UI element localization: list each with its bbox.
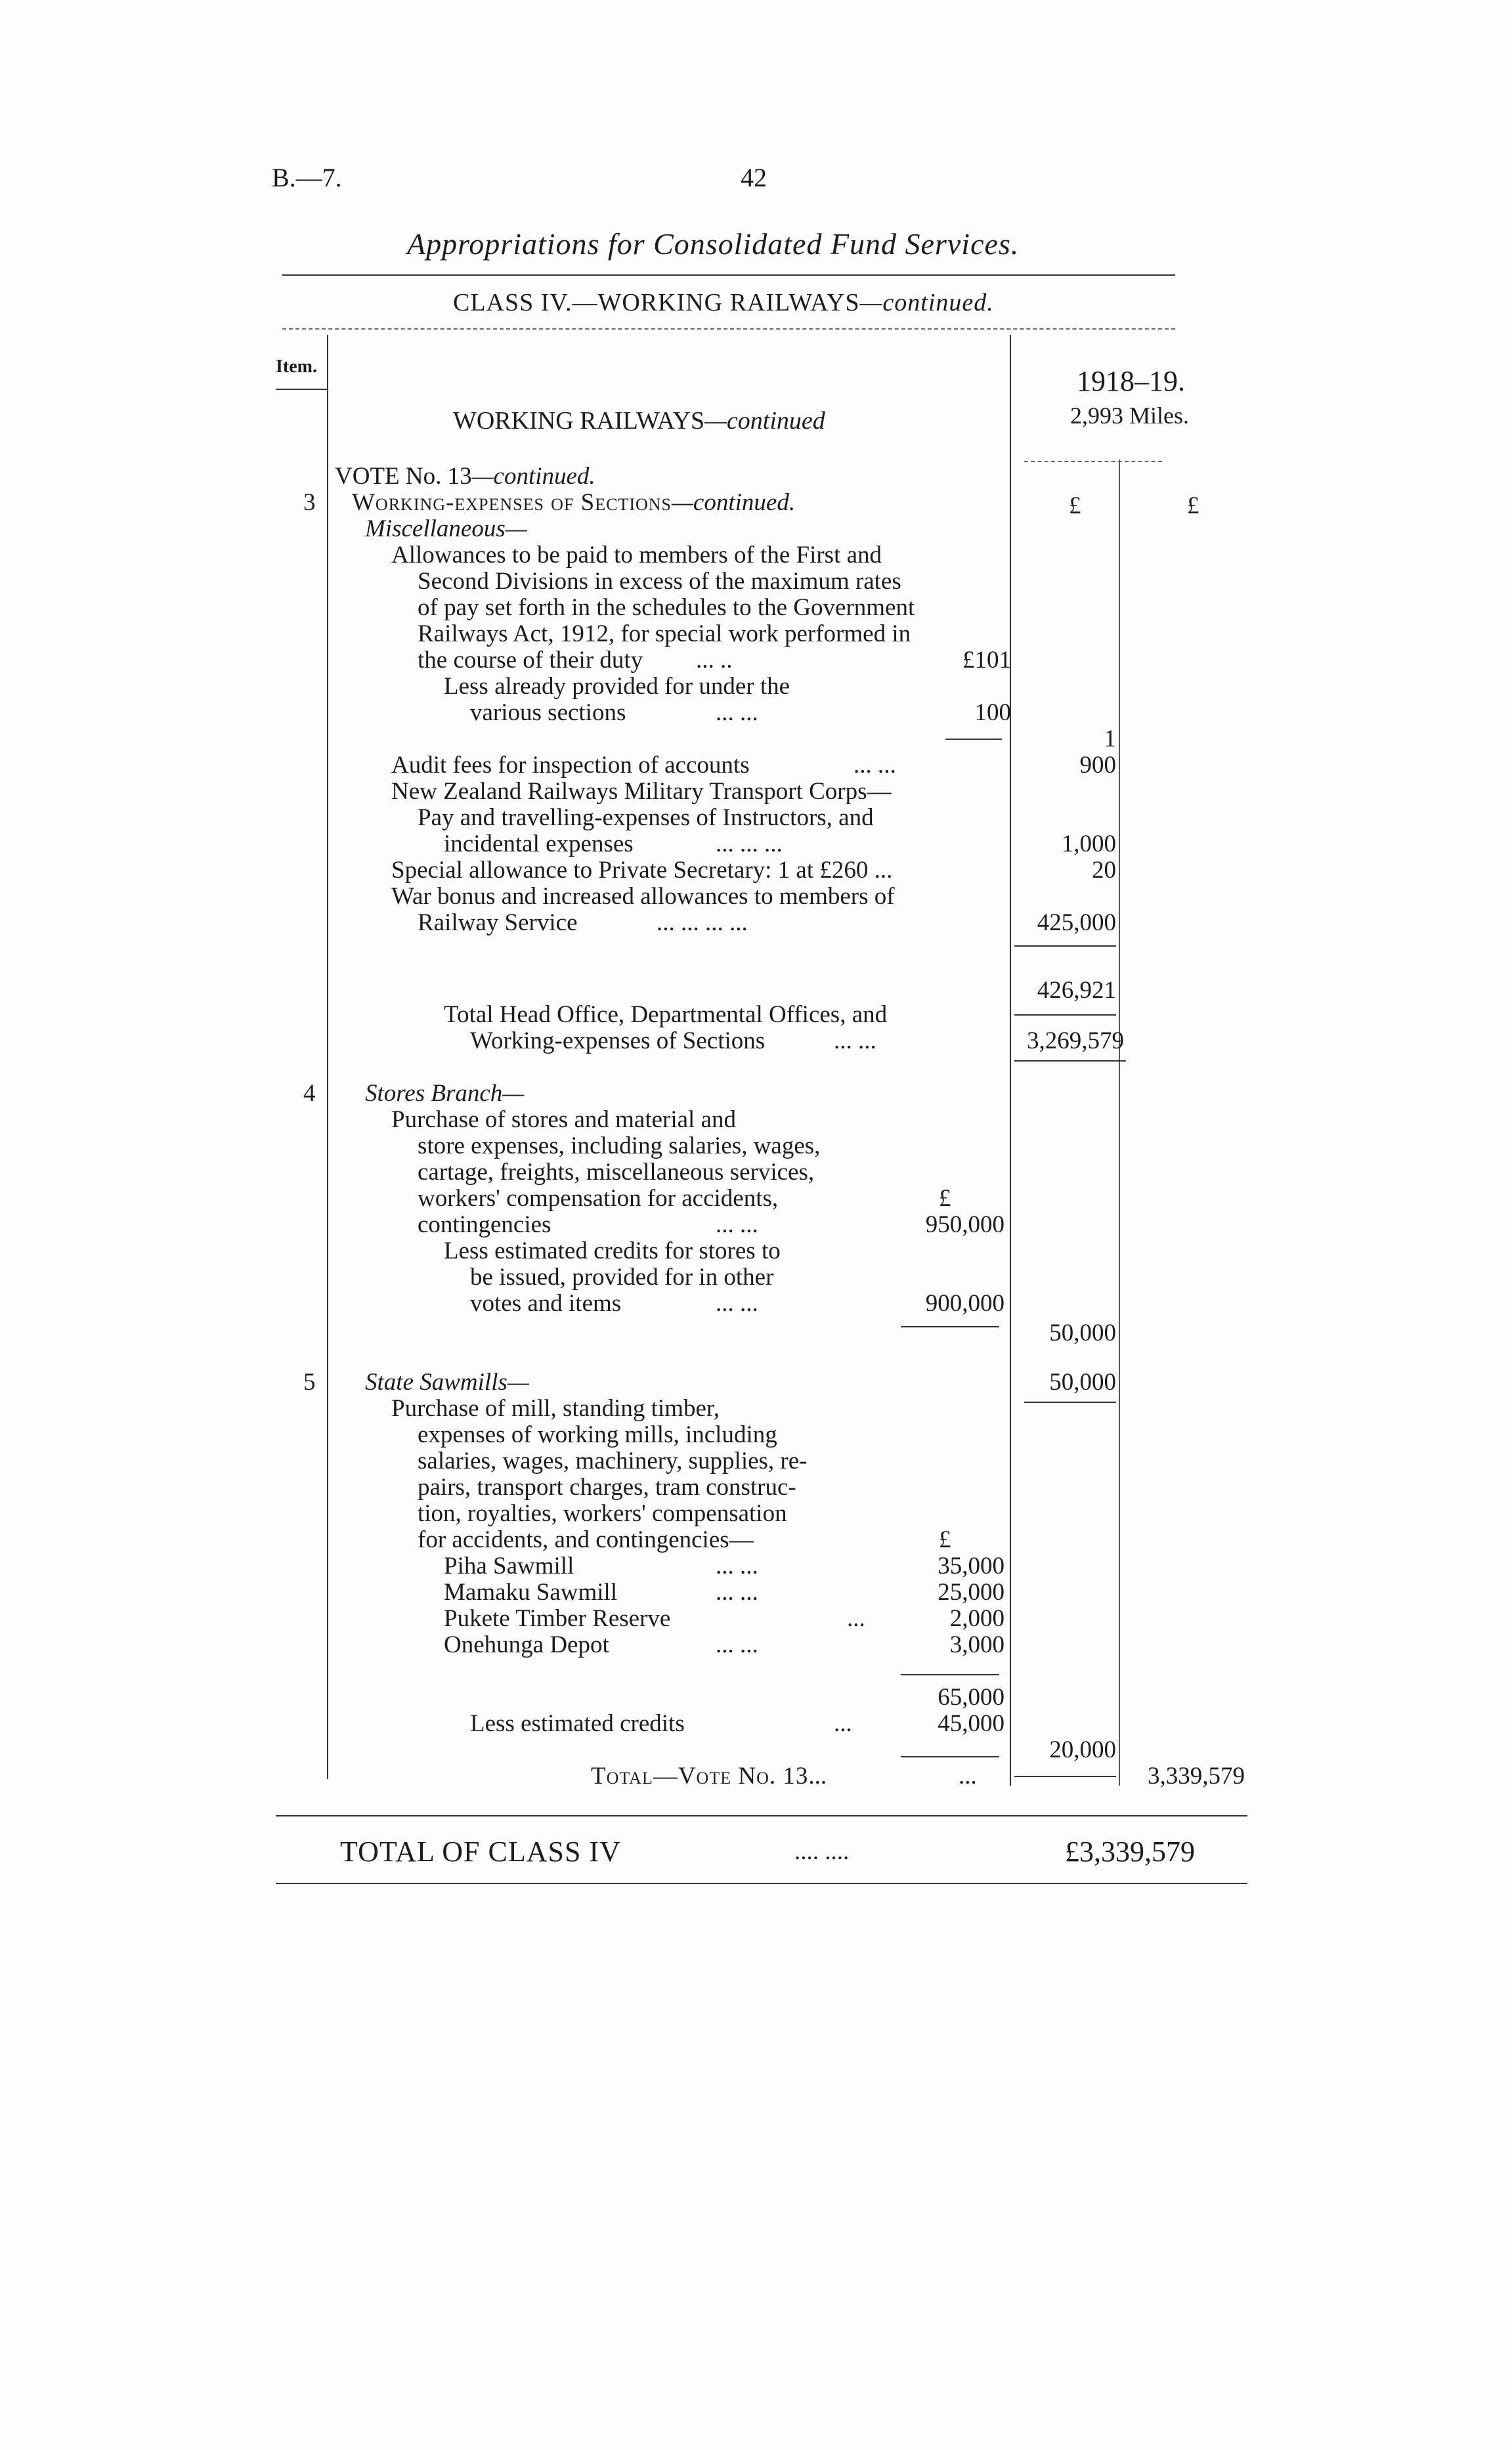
mill-name: Piha Sawmill [444, 1553, 574, 1580]
pound-sign-a: £ [1069, 492, 1081, 519]
sawmills-less-leader: ... [834, 1710, 852, 1737]
subheading-cont: —continued [704, 407, 825, 435]
total-head-office-amount: 3,269,579 [1027, 1027, 1124, 1054]
sawmills-net-amount: 20,000 [1049, 1736, 1116, 1763]
vote-total-label-dots: ... [808, 1763, 827, 1790]
mill-leader: ... ... [716, 1553, 758, 1580]
sawmills-line-5: tion, royalties, workers' compensation [418, 1500, 787, 1527]
grand-total-label: TOTAL OF CLASS IV [340, 1836, 621, 1868]
vote-total-leader: ... [959, 1763, 977, 1790]
special-allowance: Special allowance to Private Secretary: 1 at £260 ... [391, 857, 893, 884]
fiscal-year: 1918–19. [1077, 365, 1185, 397]
transport-corps-leader: ... ... ... [716, 830, 783, 857]
mill-amount: 35,000 [938, 1553, 1004, 1580]
subheading-main: WORKING RAILWAYS [453, 407, 705, 435]
total-head-office-line-2: Working-expenses of Sections [470, 1027, 766, 1054]
vote-total-label [591, 1763, 827, 1790]
allowances-line-5: the course of their duty [418, 647, 643, 674]
vote-total-rule [1014, 1776, 1116, 1777]
sawmills-heading: State Sawmills— [365, 1369, 529, 1396]
stores-less-line-2: be issued, provided for in other [470, 1264, 774, 1291]
war-bonus-line-2: Railway Service [418, 909, 578, 936]
mill-leader: ... ... [716, 1579, 758, 1606]
sawmills-line-2: expenses of working mills, including [418, 1421, 777, 1448]
allowances-leader: ... .. [696, 647, 733, 674]
section-heading-main: Working-expenses of Sections [352, 489, 672, 516]
item-column-header: Item. [276, 356, 317, 377]
amount-column-divider [1010, 335, 1011, 1786]
stores-sum-rule [901, 1326, 999, 1327]
sawmills-credits-amount: 45,000 [938, 1710, 1004, 1737]
allowances-line-4: Railways Act, 1912, for special work performed in [418, 620, 911, 647]
stores-heading: Stores Branch— [365, 1080, 525, 1107]
audit-leader: ... ... [853, 752, 896, 779]
vote-subtotal-amount: 426,921 [1037, 977, 1116, 1004]
mills-sum-rule [901, 1674, 999, 1675]
item-number-3: 3 [303, 489, 316, 516]
allowances-line-1: Allowances to be paid to members of the First and [391, 542, 882, 569]
less-provided-line-2: various sections [470, 699, 626, 726]
class-heading-main: CLASS IV.—WORKING RAILWAYS [453, 289, 860, 316]
allowances-line-2: Second Divisions in excess of the maximum rates [418, 568, 901, 595]
item-column-divider [327, 335, 328, 1779]
stores-pound-sign: £ [939, 1185, 951, 1212]
stores-gross-amount: 950,000 [925, 1211, 1004, 1238]
war-bonus-amount: 425,000 [1037, 909, 1116, 936]
total-head-office-line-1: Total Head Office, Departmental Offices, and [444, 1001, 888, 1028]
vote-label-main: VOTE No. 13 [335, 463, 472, 490]
stores-line-2: store expenses, including salaries, wages, [418, 1132, 821, 1159]
head-office-total-underline [1014, 1060, 1126, 1062]
stores-net-amount: 50,000 [1049, 1320, 1116, 1346]
mill-name: Mamaku Sawmill [444, 1579, 618, 1606]
sawmills-carry-amount: 50,000 [1049, 1369, 1116, 1396]
stores-line-1: Purchase of stores and material and [391, 1106, 737, 1133]
misc-heading: Miscellaneous— [365, 515, 527, 542]
stores-less-line-1: Less estimated credits for stores to [444, 1237, 781, 1264]
sawmills-less-credits: Less estimated credits [470, 1710, 685, 1737]
war-bonus-line-1: War bonus and increased allowances to members of [391, 883, 895, 910]
special-allowance-amount: 20 [1092, 857, 1116, 884]
class-heading-cont: —continued. [859, 289, 994, 316]
transport-corps-line-2: incidental expenses [444, 830, 634, 857]
mill-amount: 3,000 [949, 1631, 1004, 1658]
item-number-4: 4 [303, 1080, 316, 1107]
stores-less-leader: ... ... [716, 1290, 758, 1317]
mill-amount: 2,000 [949, 1605, 1004, 1632]
vote-label-cont: —continued. [471, 463, 595, 490]
allowances-amount: £101 [962, 647, 1011, 674]
document-ref: B.—7. [272, 163, 342, 192]
pound-sign-b: £ [1187, 492, 1199, 519]
less-provided-leader: ... ... [716, 699, 758, 726]
grand-total-bottom-rule [276, 1883, 1247, 1884]
war-bonus-leader: ... ... ... ... [657, 909, 748, 936]
sawmills-line-4: pairs, transport charges, tram construc- [418, 1474, 796, 1501]
transport-corps-heading: New Zealand Railways Military Transport Corps— [391, 778, 892, 805]
year-rule [1024, 461, 1162, 462]
grand-total-leader: .... .... [794, 1838, 850, 1865]
route-miles: 2,993 Miles. [1070, 402, 1190, 429]
item-header-rule [276, 389, 327, 390]
vote-label [335, 463, 595, 490]
transport-corps-amount: 1,000 [1061, 830, 1116, 857]
stores-less-line-3: votes and items [470, 1290, 622, 1317]
less-provided-line-1: Less already provided for under the [444, 673, 790, 700]
sawmills-carry-rule [1024, 1402, 1116, 1403]
stores-credits-amount: 900,000 [925, 1290, 1004, 1317]
sawmills-line-6: for accidents, and contingencies— [418, 1526, 754, 1553]
grand-total-amount: £3,339,579 [1065, 1836, 1195, 1868]
subheading [453, 407, 825, 435]
less-provided-amount: 100 [974, 699, 1011, 726]
audit-fees: Audit fees for inspection of accounts [391, 752, 750, 779]
class-rule [282, 328, 1175, 330]
stores-line-5: contingencies [418, 1211, 551, 1238]
transport-corps-line-1: Pay and travelling-expenses of Instructors, and [418, 804, 874, 831]
allowances-line-3: of pay set forth in the schedules to the Government [418, 594, 915, 621]
mill-name: Pukete Timber Reserve [444, 1605, 671, 1632]
audit-amount: 900 [1079, 752, 1116, 779]
page-number: 42 [741, 163, 767, 192]
item-number-5: 5 [303, 1369, 316, 1396]
vote-total-amount: 3,339,579 [1148, 1763, 1245, 1790]
mill-leader: ... ... [716, 1631, 758, 1658]
head-office-total-rule [1014, 1014, 1116, 1016]
mill-amount: 25,000 [938, 1579, 1004, 1606]
section-heading-cont: —continued. [672, 489, 796, 516]
allowances-sum-rule [945, 739, 1002, 740]
sawmills-net-rule [901, 1756, 999, 1757]
vote-subtotal-rule [1014, 945, 1116, 947]
class-heading [453, 289, 994, 316]
page-title: Appropriations for Consolidated Fund Services. [407, 227, 1020, 261]
total-head-office-leader: ... ... [834, 1027, 876, 1054]
allowances-net-amount: 1 [1104, 725, 1116, 752]
mill-name: Onehunga Depot [444, 1631, 609, 1658]
sawmills-line-1: Purchase of mill, standing timber, [391, 1395, 720, 1422]
stores-contingencies-leader: ... ... [716, 1211, 758, 1238]
section-heading [352, 489, 795, 517]
pound-subcolumn-divider [1119, 460, 1120, 1786]
stores-line-4: workers' compensation for accidents, [418, 1185, 779, 1212]
sawmills-pound-sign: £ [939, 1526, 951, 1553]
grand-total-top-rule [276, 1815, 1247, 1816]
mill-leader: ... [847, 1605, 865, 1632]
vote-total-label-main: Total—Vote No. 13 [591, 1763, 809, 1790]
stores-line-3: cartage, freights, miscellaneous services, [418, 1159, 815, 1186]
sawmills-line-3: salaries, wages, machinery, supplies, re- [418, 1448, 808, 1474]
mills-sum-amount: 65,000 [938, 1684, 1004, 1711]
title-rule [282, 274, 1175, 276]
